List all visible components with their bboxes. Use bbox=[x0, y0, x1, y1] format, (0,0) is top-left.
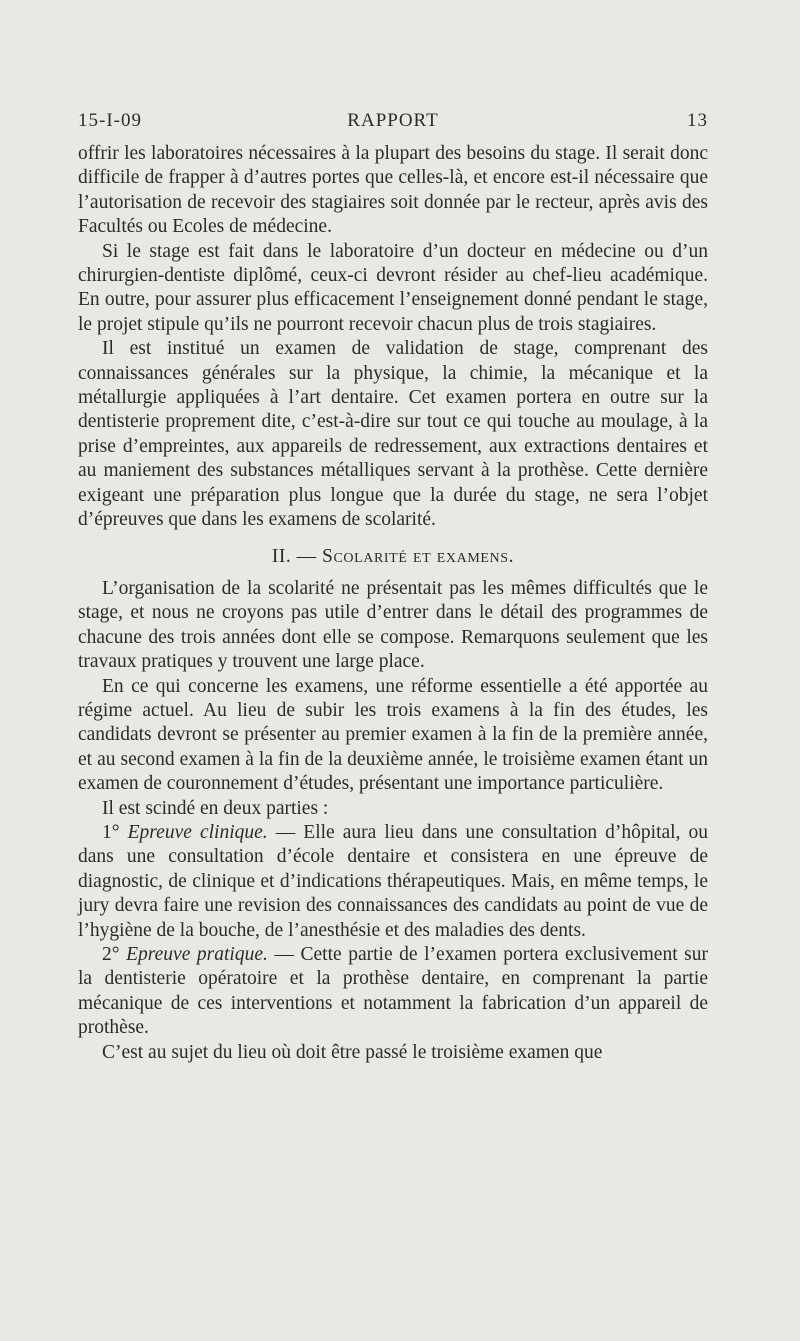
item-text: — Elle aura lieu dans une consultation d’hôpital, ou dans une consultation d’école dentaire et consistera en une épreuve de diagnostic, de clinique et d’indications thérapeutiques. Mais, en même temps, le jury devra faire une revision des connaissances des candidats au point de vue de l’hygiène de la bouche, de l’anesthésie et des maladies des dents. bbox=[78, 821, 709, 941]
page-number: 13 bbox=[687, 110, 708, 131]
item-title: Epreuve pratique. bbox=[126, 944, 268, 965]
page-body bbox=[78, 142, 708, 1065]
paragraph: offrir les laboratoires nécessaires à la plupart des besoins du stage. Il serait donc difficile de frapper à d’autres portes que celles-là, et encore est-il nécessaire que l’autorisation de recevoir des stagiaires soit donnée par le recteur, après avis des Facultés ou Ecoles de médecine. bbox=[78, 143, 708, 238]
item-number: 1° bbox=[102, 821, 120, 843]
paragraph: En ce qui concerne les examens, une réforme essentielle a été apportée au régime actuel. Au lieu de subir les trois examens à la fin des études, les candidats devront se présenter au premier examen à la fin de la première année, et au second examen à la fin de la deuxième année, le troisième examen étant un examen de couronnement d’études, présentant une importance particulière. bbox=[78, 675, 708, 795]
list-item bbox=[78, 821, 708, 943]
list-item bbox=[78, 943, 708, 1041]
header-date: 15-I-09 bbox=[78, 110, 142, 131]
paragraph: Il est institué un examen de validation de stage, comprenant des connaissances générales sur la physique, la chimie, la mécanique et la métallurgie appliquées à l’art dentaire. Cet examen portera en outre sur la dentisterie proprement dite, c’est-à-dire sur tout ce qui touche au moulage, à la prise d’empreintes, aux appareils de redressement, aux extractions dentaires et au maniement des substances métalliques servant à la prothèse. Cette dernière exigeant une préparation plus longue que la durée du stage, ne sera l’objet d’épreuves que dans les examens de scolarité. bbox=[78, 338, 708, 531]
item-text: — Cette partie de l’examen portera exclusivement sur la dentisterie opératoire et la prothèse dentaire, en comprenant la partie mécanique de ces interventions et notamment la fabrication d’un appareil de prothèse. bbox=[78, 944, 709, 1039]
section-heading bbox=[78, 545, 708, 569]
paragraph: Si le stage est fait dans le laboratoire d’un docteur en médecine ou d’un chirurgien-dentiste diplômé, ceux-ci devront résider au chef-lieu académique. En outre, pour assurer plus efficacement l’enseignement donné pendant le stage, le projet stipule qu’ils ne pourront recevoir chacun plus de trois stagiaires. bbox=[78, 240, 708, 335]
paragraph: C’est au sujet du lieu où doit être passé le troisième examen que bbox=[102, 1041, 603, 1063]
item-title: Epreuve clinique. bbox=[127, 821, 268, 843]
section-title: Scolarité et examens. bbox=[322, 545, 515, 567]
item-number: 2° bbox=[102, 944, 120, 965]
header-title: RAPPORT bbox=[347, 110, 439, 131]
running-header bbox=[78, 110, 708, 138]
paragraph: L’organisation de la scolarité ne présentait pas les mêmes difficultés que le stage, et nous ne croyons pas utile d’entrer dans le détail des programmes de chacune des trois années dont elle se compose. Remarquons seulement que les travaux pratiques y trouvent une large place. bbox=[78, 577, 708, 673]
section-number: II. — bbox=[271, 545, 317, 567]
paragraph: Il est scindé en deux parties : bbox=[102, 797, 329, 819]
